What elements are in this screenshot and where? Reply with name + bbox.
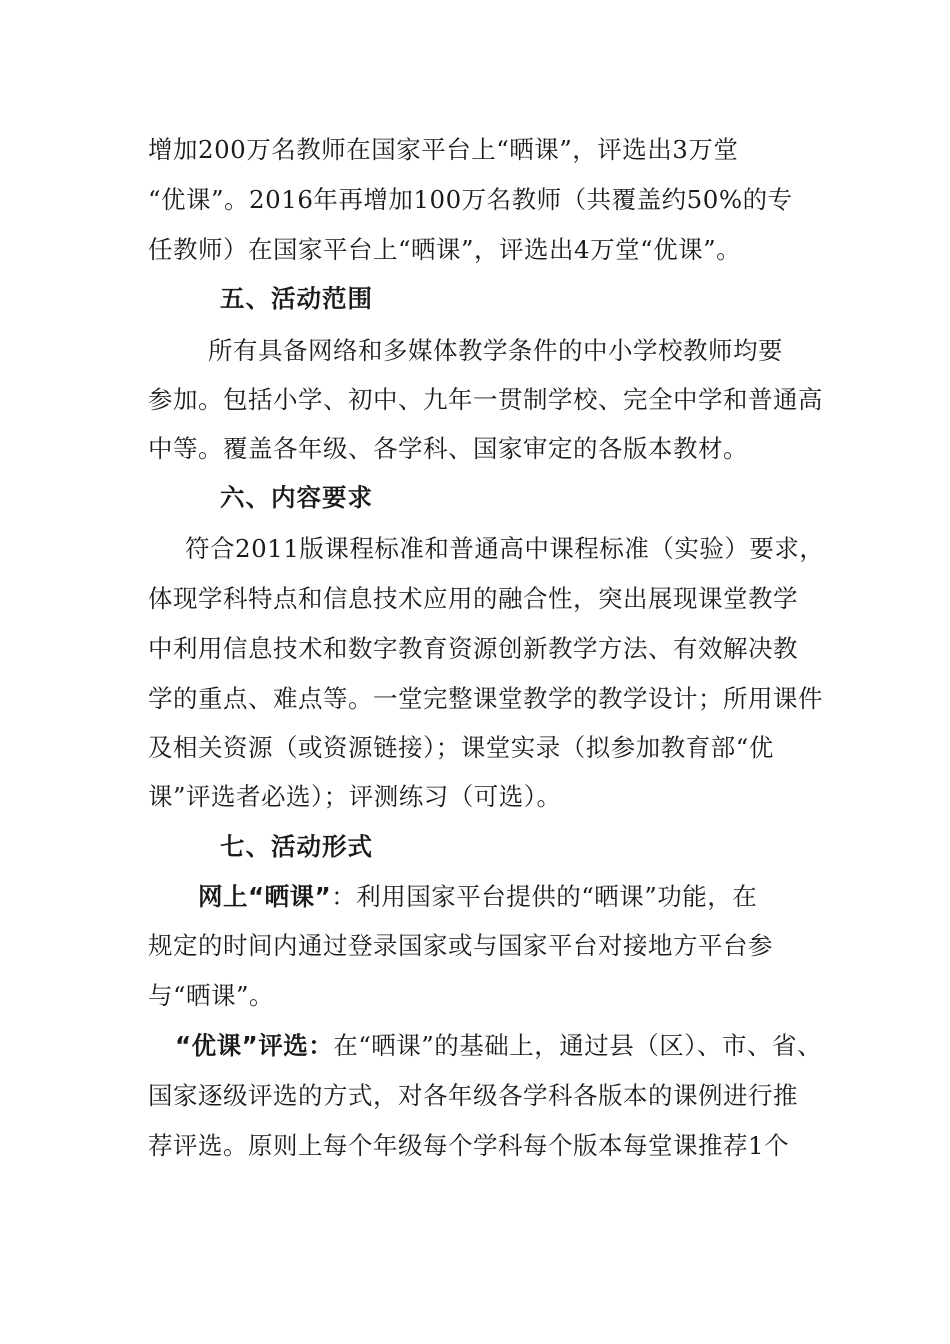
- paragraph-line: 符合2011版课程标准和普通高中课程标准（实验）要求，: [185, 534, 825, 563]
- paragraph-line: 规定的时间内通过登录国家或与国家平台对接地方平台参: [148, 931, 773, 960]
- paragraph-line: 与“晒课”。: [148, 981, 275, 1010]
- section-heading-scope: 五、活动范围: [220, 284, 373, 313]
- section-heading-activity-form: 七、活动形式: [220, 832, 373, 861]
- lead-term-online-showcase: 网上“晒课”: [198, 882, 332, 911]
- paragraph-line: 课”评选者必选）；评测练习（可选）。: [148, 782, 562, 811]
- paragraph-text: 在“晒课”的基础上，通过县（区）、市、省、: [333, 1031, 823, 1060]
- paragraph-line: 参加。包括小学、初中、九年一贯制学校、完全中学和普通高: [148, 385, 823, 414]
- paragraph-line: [198, 880, 757, 914]
- paragraph-line: 学的重点、难点等。一堂完整课堂教学的教学设计；所用课件: [148, 684, 823, 713]
- paragraph-line: 荐评选。原则上每个年级每个学科每个版本每堂课推荐1个: [148, 1131, 790, 1160]
- paragraph-line: 所有具备网络和多媒体教学条件的中小学校教师均要: [208, 336, 783, 365]
- paragraph-line: 增加200万名教师在国家平台上“晒课”，评选出3万堂: [148, 135, 739, 164]
- paragraph-line: 中等。覆盖各年级、各学科、国家审定的各版本教材。: [148, 434, 748, 463]
- section-heading-content-requirements: 六、内容要求: [220, 483, 373, 512]
- paragraph-line: 国家逐级评选的方式，对各年级各学科各版本的课例进行推: [148, 1081, 798, 1110]
- paragraph-line: [175, 1029, 822, 1063]
- paragraph-text: ：利用国家平台提供的“晒课”功能，在: [331, 882, 758, 911]
- paragraph-line: 体现学科特点和信息技术应用的融合性，突出展现课堂教学: [148, 584, 798, 613]
- paragraph-line: 中利用信息技术和数字教育资源创新教学方法、有效解决教: [148, 634, 798, 663]
- lead-term-excellent-lesson-selection: “优课”评选：: [175, 1031, 334, 1060]
- paragraph-line: “优课”。2016年再增加100万名教师（共覆盖约50%的专: [148, 185, 793, 214]
- paragraph-line: 及相关资源（或资源链接）；课堂实录（拟参加教育部“优: [148, 733, 774, 762]
- paragraph-line: 任教师）在国家平台上“晒课”，评选出4万堂“优课”。: [148, 235, 742, 264]
